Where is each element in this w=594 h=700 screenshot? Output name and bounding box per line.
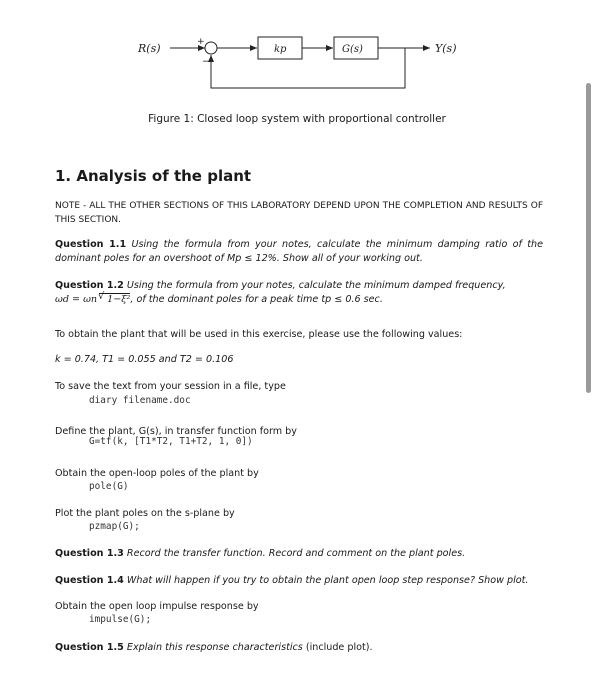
define-command: G=tf(k, [T1*T2, T1+T2, 1, 0]): [89, 436, 253, 447]
question-label: Question 1.4: [55, 575, 124, 586]
question-1-5: [55, 641, 543, 655]
question-text-suffix: (include plot).: [302, 642, 373, 653]
question-text: What will happen if you try to obtain the plant open loop step response? Show plot.: [126, 575, 529, 586]
poles-instruction: Obtain the open-loop poles of the plant by: [55, 468, 259, 479]
save-command: diary filename.doc: [89, 395, 191, 406]
question-1-1: [55, 238, 543, 266]
figure-caption: Figure 1: Closed loop system with proportional controller: [148, 113, 446, 125]
vertical-scrollbar[interactable]: [586, 83, 591, 393]
output-signal-label: Y(s): [435, 42, 457, 55]
summing-junction: [205, 42, 217, 54]
plant-label: G(s): [342, 44, 363, 55]
question-label: Question 1.5: [55, 642, 124, 653]
question-1-3: [55, 547, 543, 561]
pzmap-instruction: Plot the plant poles on the s-plane by: [55, 508, 235, 519]
question-text-continued: , of the dominant poles for a peak time tp ≤ 0.6 sec.: [130, 294, 383, 305]
question-label: Question 1.1: [55, 239, 127, 250]
question-1-2: [55, 279, 543, 307]
save-instruction: To save the text from your session in a file, type: [55, 381, 286, 392]
question-text: Using the formula from your notes, calculate the minimum damped frequency,: [126, 280, 506, 291]
controller-label: kp: [274, 44, 287, 55]
impulse-command: impulse(G);: [89, 614, 152, 625]
summer-minus-sign: −: [202, 57, 210, 67]
input-signal-label: R(s): [138, 42, 161, 55]
section-title: 1. Analysis of the plant: [55, 167, 252, 185]
pzmap-command: pzmap(G);: [89, 521, 140, 532]
square-root: √ 1−ξ²: [99, 293, 130, 306]
question-text: Record the transfer function. Record and comment on the plant poles.: [126, 548, 466, 559]
section-note: NOTE - ALL THE OTHER SECTIONS OF THIS LABORATORY DEPEND UPON THE COMPLETION AND RESULTS OF THIS SECTION.: [55, 201, 543, 225]
question-label: Question 1.2: [55, 280, 124, 291]
question-text: Using the formula from your notes, calculate the minimum damping ratio of the dominant poles for an overshoot of Mp ≤ 12%. Show all of your working out.: [55, 239, 543, 264]
question-text: Explain this response characteristics: [126, 642, 303, 653]
block-diagram: [0, 0, 594, 110]
summer-plus-sign: +: [197, 37, 205, 47]
define-instruction: Define the plant, G(s), in transfer function form by: [55, 426, 297, 437]
poles-command: pole(G): [89, 481, 129, 492]
question-1-4: [55, 574, 543, 588]
impulse-instruction: Obtain the open loop impulse response by: [55, 601, 259, 612]
damped-frequency-formula: ωd = ωn√ 1−ξ²: [55, 294, 130, 305]
plant-values: k = 0.74, T1 = 0.055 and T2 = 0.106: [55, 354, 234, 365]
question-label: Question 1.3: [55, 548, 124, 559]
values-intro: To obtain the plant that will be used in this exercise, please use the following values:: [55, 329, 463, 340]
